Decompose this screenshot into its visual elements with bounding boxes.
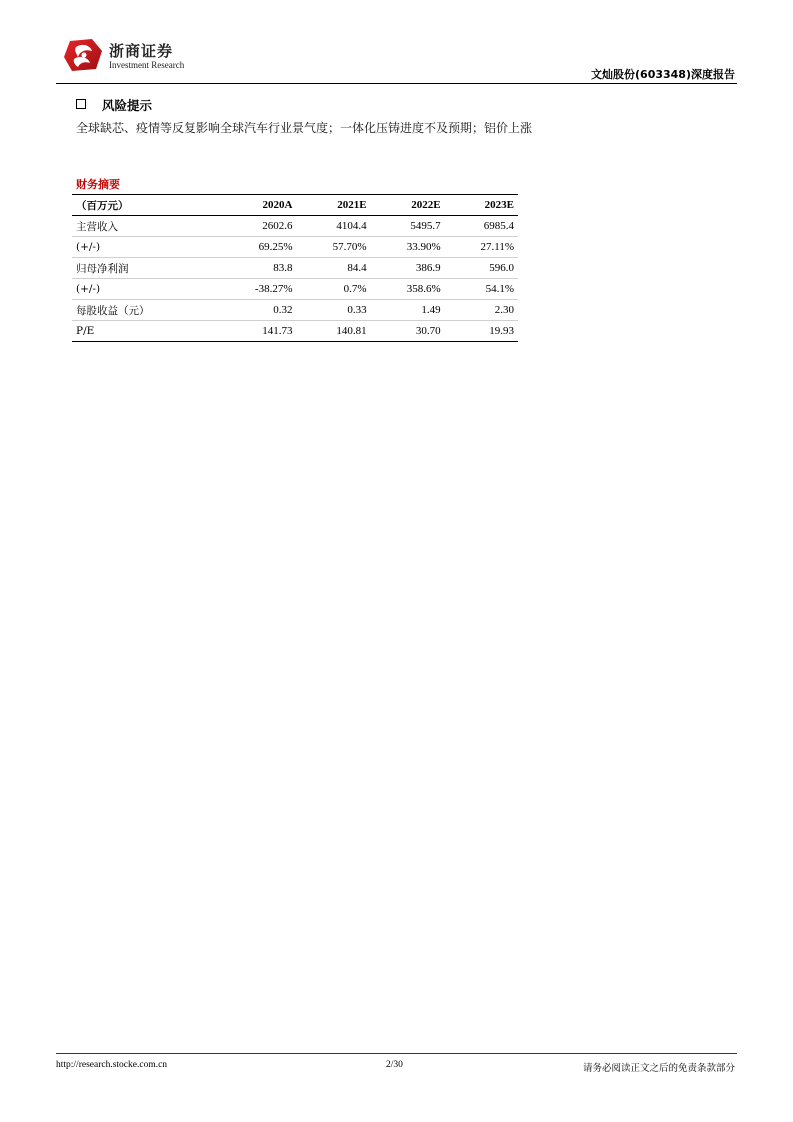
risk-description: 全球缺芯、疫情等反复影响全球汽车行业景气度；一体化压铸进度不及预期；铝价上涨: [76, 121, 533, 135]
financial-summary-title: 财务摘要: [76, 178, 120, 191]
table-cell: 141.73: [216, 321, 297, 342]
table-cell: 2.30: [445, 300, 518, 321]
column-header: 2023E: [445, 195, 518, 216]
column-header: 2020A: [216, 195, 297, 216]
table-cell: 140.81: [297, 321, 371, 342]
stocke-logo-icon: [62, 37, 104, 73]
report-title: 文灿股份(603348)深度报告: [591, 68, 735, 81]
table-cell: 6985.4: [445, 216, 518, 237]
row-label: P/E: [72, 321, 216, 342]
table-row: [72, 300, 518, 321]
table-cell: 386.9: [371, 258, 445, 279]
row-label: 主营收入: [72, 216, 216, 237]
table-cell: 57.70%: [297, 237, 371, 258]
financial-summary-table: [72, 194, 518, 342]
row-label: (+/-): [72, 279, 216, 300]
table-cell: -38.27%: [216, 279, 297, 300]
table-cell: 0.7%: [297, 279, 371, 300]
table-cell: 27.11%: [445, 237, 518, 258]
table-row: [72, 216, 518, 237]
table-cell: 19.93: [445, 321, 518, 342]
table-cell: 0.32: [216, 300, 297, 321]
column-header: 2021E: [297, 195, 371, 216]
table-header-row: [72, 195, 518, 216]
table-cell: 83.8: [216, 258, 297, 279]
header-divider: [56, 83, 737, 84]
table-cell: 84.4: [297, 258, 371, 279]
risk-title-text: 风险提示: [102, 98, 153, 113]
row-label: (+/-): [72, 237, 216, 258]
table-cell: 5495.7: [371, 216, 445, 237]
table-cell: 69.25%: [216, 237, 297, 258]
logo-english-name: Investment Research: [109, 60, 185, 70]
disclaimer-note: 请务必阅读正文之后的免责条款部分: [582, 1063, 735, 1074]
footer-divider: [56, 1053, 737, 1054]
table-row: [72, 237, 518, 258]
risk-section-title: [76, 96, 152, 114]
table-cell: 54.1%: [445, 279, 518, 300]
logo-chinese-name: 浙商证券: [109, 42, 174, 60]
footer-website-link[interactable]: http://research.stocke.com.cn: [56, 1060, 168, 1070]
table-cell: 33.90%: [371, 237, 445, 258]
table-cell: 0.33: [297, 300, 371, 321]
table-cell: 2602.6: [216, 216, 297, 237]
table-cell: 4104.4: [297, 216, 371, 237]
square-bullet-icon: [76, 99, 86, 109]
row-label: 每股收益（元）: [72, 300, 216, 321]
page-number: 2/30: [386, 1060, 403, 1070]
company-logo: [62, 37, 222, 77]
table-row: [72, 279, 518, 300]
unit-header: （百万元）: [72, 195, 216, 216]
row-label: 归母净利润: [72, 258, 216, 279]
table-row: [72, 321, 518, 342]
column-header: 2022E: [371, 195, 445, 216]
table-row: [72, 258, 518, 279]
table-cell: 1.49: [371, 300, 445, 321]
table-cell: 596.0: [445, 258, 518, 279]
table-cell: 358.6%: [371, 279, 445, 300]
table-cell: 30.70: [371, 321, 445, 342]
